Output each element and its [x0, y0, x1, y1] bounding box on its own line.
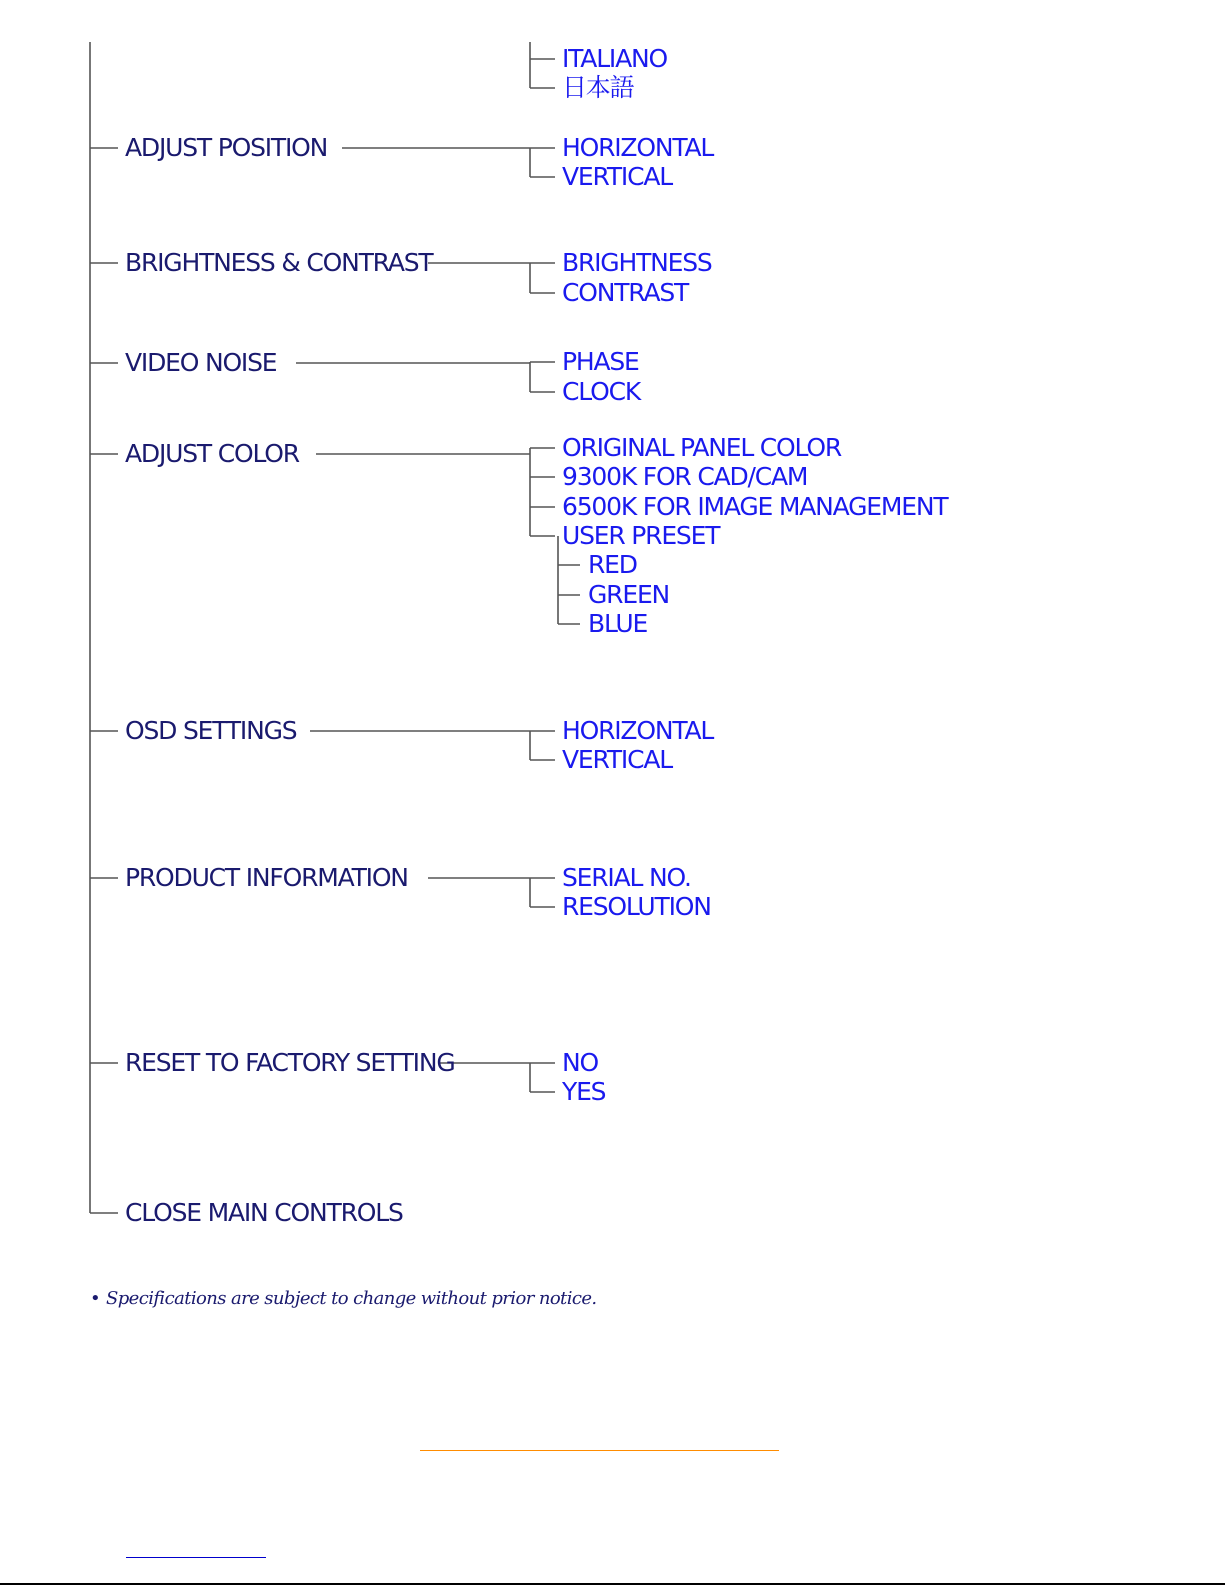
- lang-item-japanese: 日本語: [562, 73, 634, 102]
- contrast-item: CONTRAST: [562, 278, 689, 307]
- phase-item: PHASE: [562, 347, 639, 376]
- menu-reset-factory: RESET TO FACTORY SETTING: [125, 1048, 455, 1077]
- footnote-text: Specifications are subject to change without prior notice.: [106, 1288, 597, 1309]
- menu-osd-settings: OSD SETTINGS: [125, 716, 297, 745]
- original-panel-color-item: ORIGINAL PANEL COLOR: [562, 433, 842, 462]
- menu-brightness-contrast: BRIGHTNESS & CONTRAST: [125, 248, 433, 277]
- menu-video-noise: VIDEO NOISE: [125, 348, 277, 377]
- menu-adjust-position: ADJUST POSITION: [125, 133, 328, 162]
- menu-close-main-controls: CLOSE MAIN CONTROLS: [125, 1198, 403, 1227]
- 6500k-item: 6500K FOR IMAGE MANAGEMENT: [562, 492, 948, 521]
- reset-no-item: NO: [562, 1048, 598, 1077]
- clock-item: CLOCK: [562, 377, 641, 406]
- link-underline[interactable]: [126, 1557, 266, 1558]
- user-preset-item: USER PRESET: [562, 521, 720, 550]
- lang-item-italiano: ITALIANO: [562, 44, 667, 73]
- user-preset-green: GREEN: [588, 580, 670, 609]
- user-preset-red: RED: [588, 550, 637, 579]
- serial-no-item: SERIAL NO.: [562, 863, 691, 892]
- brightness-item: BRIGHTNESS: [562, 248, 712, 277]
- resolution-item: RESOLUTION: [562, 892, 711, 921]
- menu-product-information: PRODUCT INFORMATION: [125, 863, 408, 892]
- menu-adjust-color: ADJUST COLOR: [125, 439, 299, 468]
- adjust-position-horizontal: HORIZONTAL: [562, 133, 714, 162]
- footnote: [90, 1288, 597, 1309]
- user-preset-blue: BLUE: [588, 609, 648, 638]
- osd-vertical-item: VERTICAL: [562, 745, 672, 774]
- reset-yes-item: YES: [562, 1077, 606, 1106]
- 9300k-item: 9300K FOR CAD/CAM: [562, 462, 808, 491]
- osd-horizontal-item: HORIZONTAL: [562, 716, 714, 745]
- orange-divider: [420, 1450, 779, 1451]
- adjust-position-vertical: VERTICAL: [562, 162, 672, 191]
- footnote-bullet: •: [90, 1288, 101, 1309]
